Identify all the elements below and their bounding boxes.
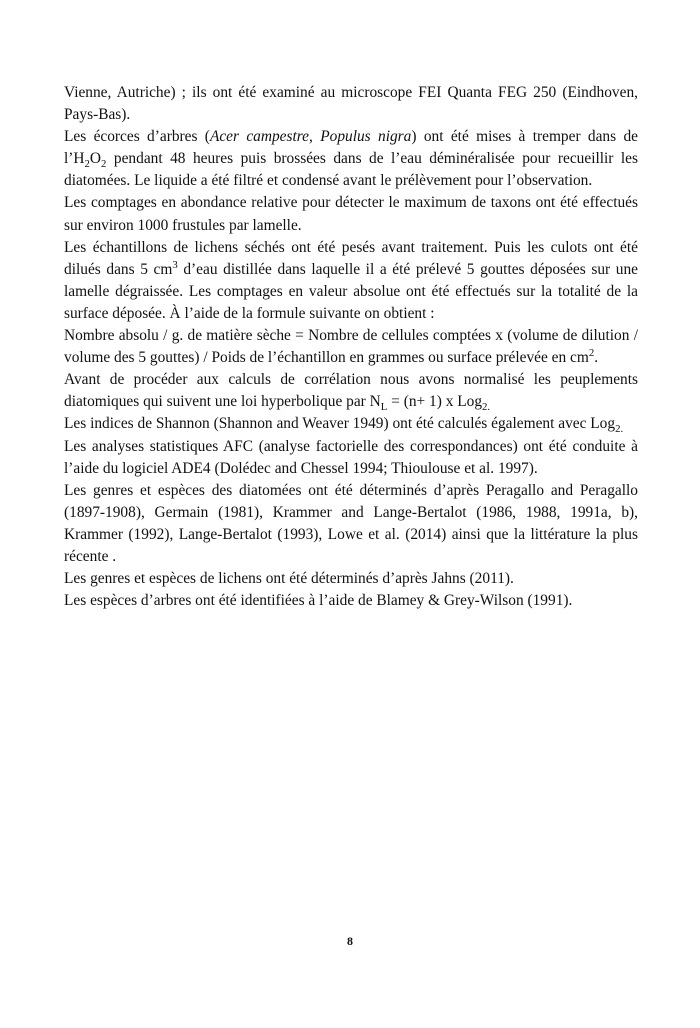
text-segment: Nombre absolu / g. de matière sèche = Nombre de cellules comptées x (volume de dilution / volume des 5 gouttes) / Poids de l’échantillon en grammes ou surface prélevée en cm — [64, 327, 638, 367]
paragraph-shannon — [64, 413, 638, 435]
text-segment: pendant 48 heures puis brossées dans de l’eau déminéralisée pour recueillir les diatomées. Le liquide a été filtré et condensé avant le prélèvement pour l’observation. — [64, 150, 638, 190]
text-segment: ) ont été mises à tremper dans de l’H — [64, 128, 638, 168]
subscript: 2. — [615, 423, 624, 436]
superscript: 3 — [172, 258, 178, 271]
paragraph-microscope: Vienne, Autriche) ; ils ont été examiné au microscope FEI Quanta FEG 250 (Eindhoven, Pays-Bas). — [64, 84, 638, 124]
text-segment: O — [89, 150, 102, 168]
paragraph-formula — [64, 325, 638, 369]
paragraph-diatom-identification: Les genres et espèces des diatomées ont été déterminés d’après Peragallo and Peragallo (1897-1908), Germain (1981), Krammer and Lange-Bertalot (1986, 1988, 1991a, b), Krammer (1992), Lange-Bertalot (1993), Lowe et al. (2014) ainsi que la littérature la plus récente . — [64, 481, 638, 565]
text-segment: Avant de procéder aux calculs de corrélation nous avons normalisé les peuplements diatomiques qui suivent une loi hyperbolique par N — [64, 371, 638, 411]
paragraph-relative-counts: Les comptages en abondance relative pour détecter le maximum de taxons ont été effectués sur environ 1000 frustules par lamelle. — [64, 194, 638, 234]
subscript: 2 — [101, 158, 107, 171]
superscript: 2 — [588, 347, 595, 359]
paragraph-normalisation — [64, 369, 638, 413]
text-segment: , — [309, 128, 321, 146]
subscript: 2. — [482, 401, 491, 414]
subscript: 2 — [84, 158, 90, 171]
paragraph-statistics: Les analyses statistiques AFC (analyse factorielle des correspondances) ont été conduite à l’aide du logiciel ADE4 (Dolédec and Chessel 1994; Thioulouse et al. 1997). — [64, 437, 638, 477]
paragraph-lichen-samples — [64, 237, 638, 325]
document-body — [64, 82, 638, 612]
text-segment: . — [594, 349, 599, 367]
paragraph-bark-treatment — [64, 126, 638, 192]
paragraph-lichen-identification: Les genres et espèces de lichens ont été déterminés d’après Jahns (2011). — [64, 570, 514, 588]
page-number: 8 — [347, 934, 353, 948]
text-segment: = (n+ 1) x Log — [387, 393, 483, 411]
species-name: Acer campestre — [209, 128, 310, 146]
species-name: Populus nigra — [320, 128, 412, 146]
text-segment: Les indices de Shannon (Shannon and Weaver 1949) ont été calculés également avec Log — [64, 415, 616, 433]
subscript: L — [380, 401, 388, 414]
text-segment: Les échantillons de lichens séchés ont été pesés avant traitement. Puis les culots ont été dilués dans 5 cm — [64, 238, 638, 278]
text-segment: Les écorces d’arbres ( — [64, 128, 210, 146]
paragraph-tree-identification: Les espèces d’arbres ont été identifiées à l’aide de Blamey & Grey-Wilson (1991). — [64, 592, 573, 610]
text-segment: d’eau distillée dans laquelle il a été prélevé 5 gouttes déposées sur une lamelle dégraissée. Les comptages en valeur absolue ont été effectués sur la totalité de la surface déposée. À l’aide de la formule suivante on obtient : — [64, 260, 638, 322]
